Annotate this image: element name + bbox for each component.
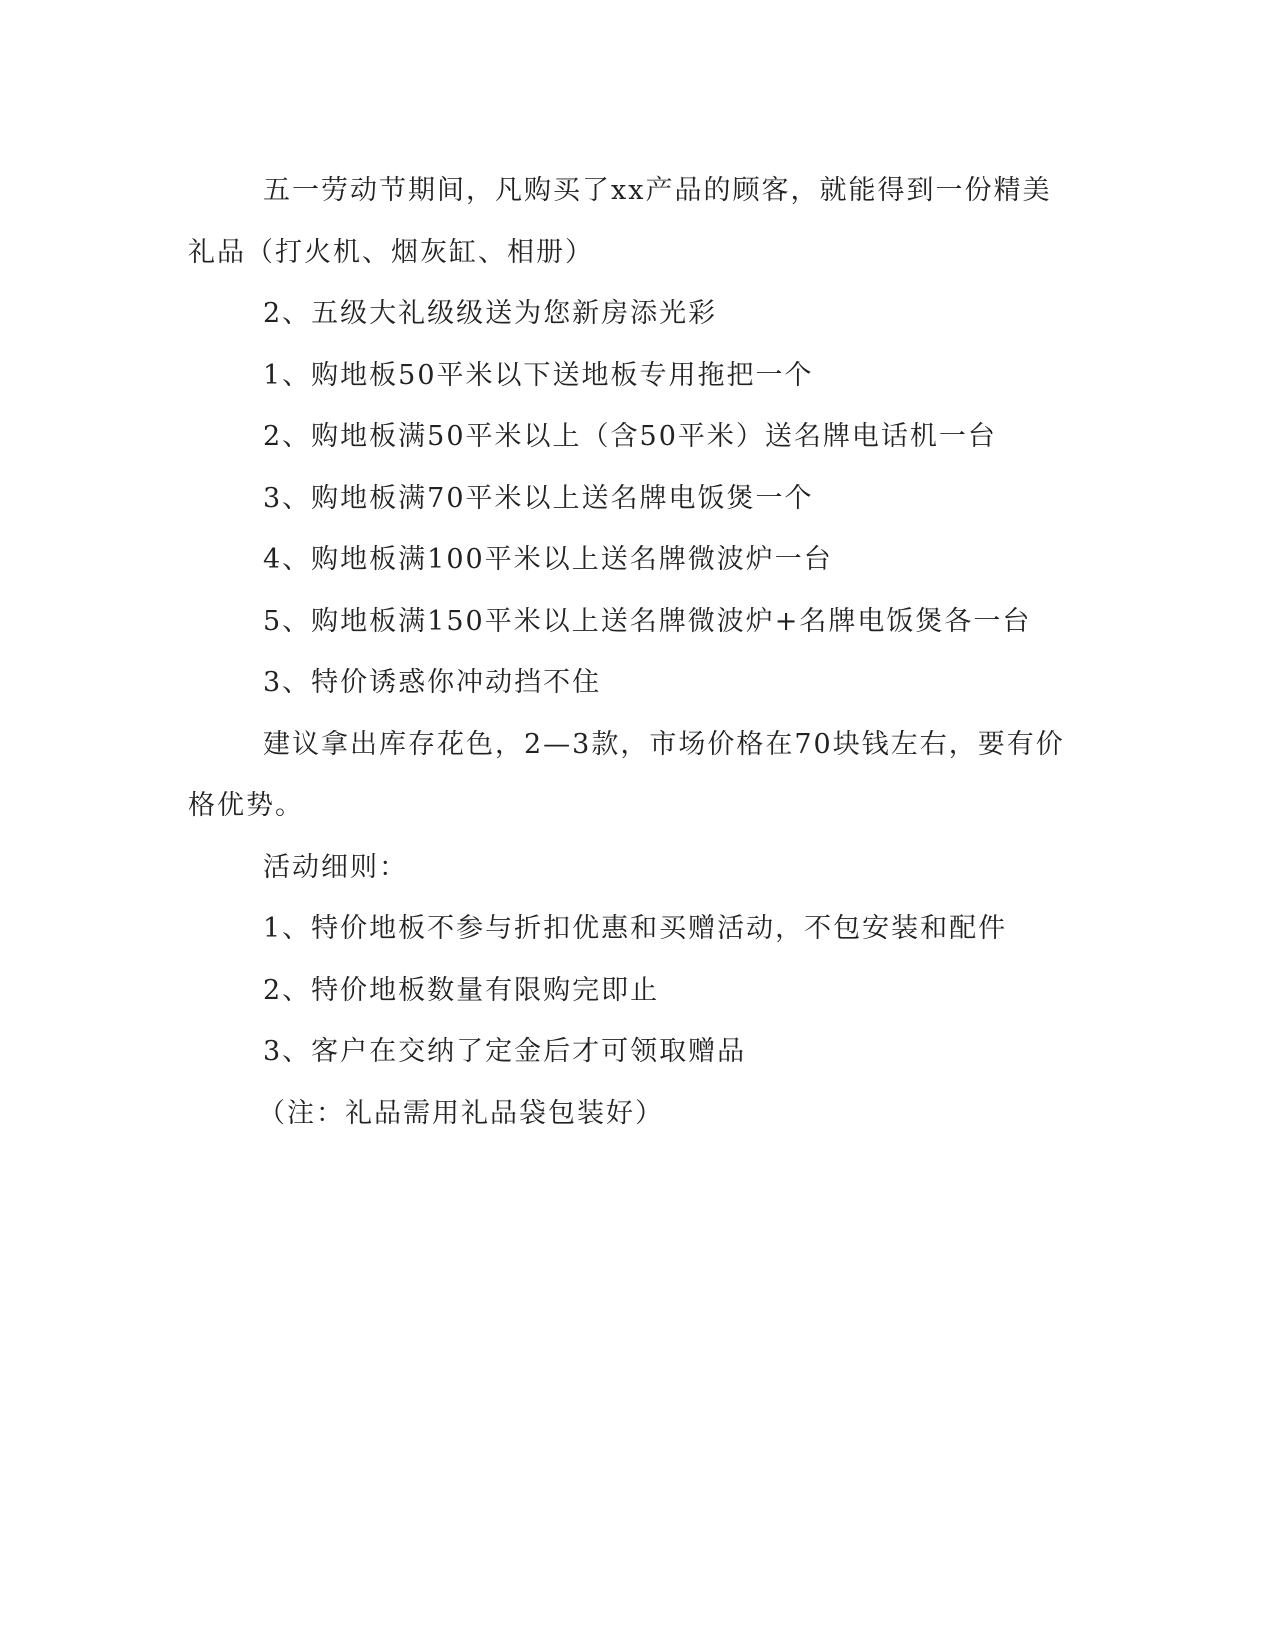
list-item: 3、购地板满70平米以上送名牌电饭煲一个 [263, 482, 814, 514]
list-item: 2、购地板满50平米以上（含50平米）送名牌电话机一台 [263, 421, 997, 452]
paragraph-rules-heading: 活动细则： [263, 851, 408, 883]
paragraph-special-price-heading: 3、特价诱惑你冲动挡不住 [263, 667, 602, 698]
paragraph-note: （注：礼品需用礼品袋包装好） [258, 1097, 664, 1129]
paragraph-five-level-gifts-heading: 2、五级大礼级级送为您新房添光彩 [263, 298, 718, 329]
list-item: 1、特价地板不参与折扣优惠和买赠活动，不包安装和配件 [263, 913, 1008, 944]
document-body [188, 160, 1068, 1144]
list-item: 2、特价地板数量有限购完即止 [263, 974, 660, 1006]
list-item: 5、购地板满150平米以上送名牌微波炉+名牌电饭煲各一台 [263, 605, 1032, 637]
list-item: 1、购地板50平米以下送地板专用拖把一个 [263, 359, 814, 391]
list-item: 4、购地板满100平米以上送名牌微波炉一台 [263, 544, 833, 575]
list-item: 3、客户在交纳了定金后才可领取赠品 [263, 1036, 747, 1067]
paragraph-inventory-suggestion: 建议拿出库存花色，2—3款，市场价格在70块钱左右，要有价格优势。 [188, 728, 1065, 821]
paragraph-gift-intro: 五一劳动节期间，凡购买了xx产品的顾客，就能得到一份精美礼品（打火机、烟灰缸、相册） [188, 175, 1052, 268]
